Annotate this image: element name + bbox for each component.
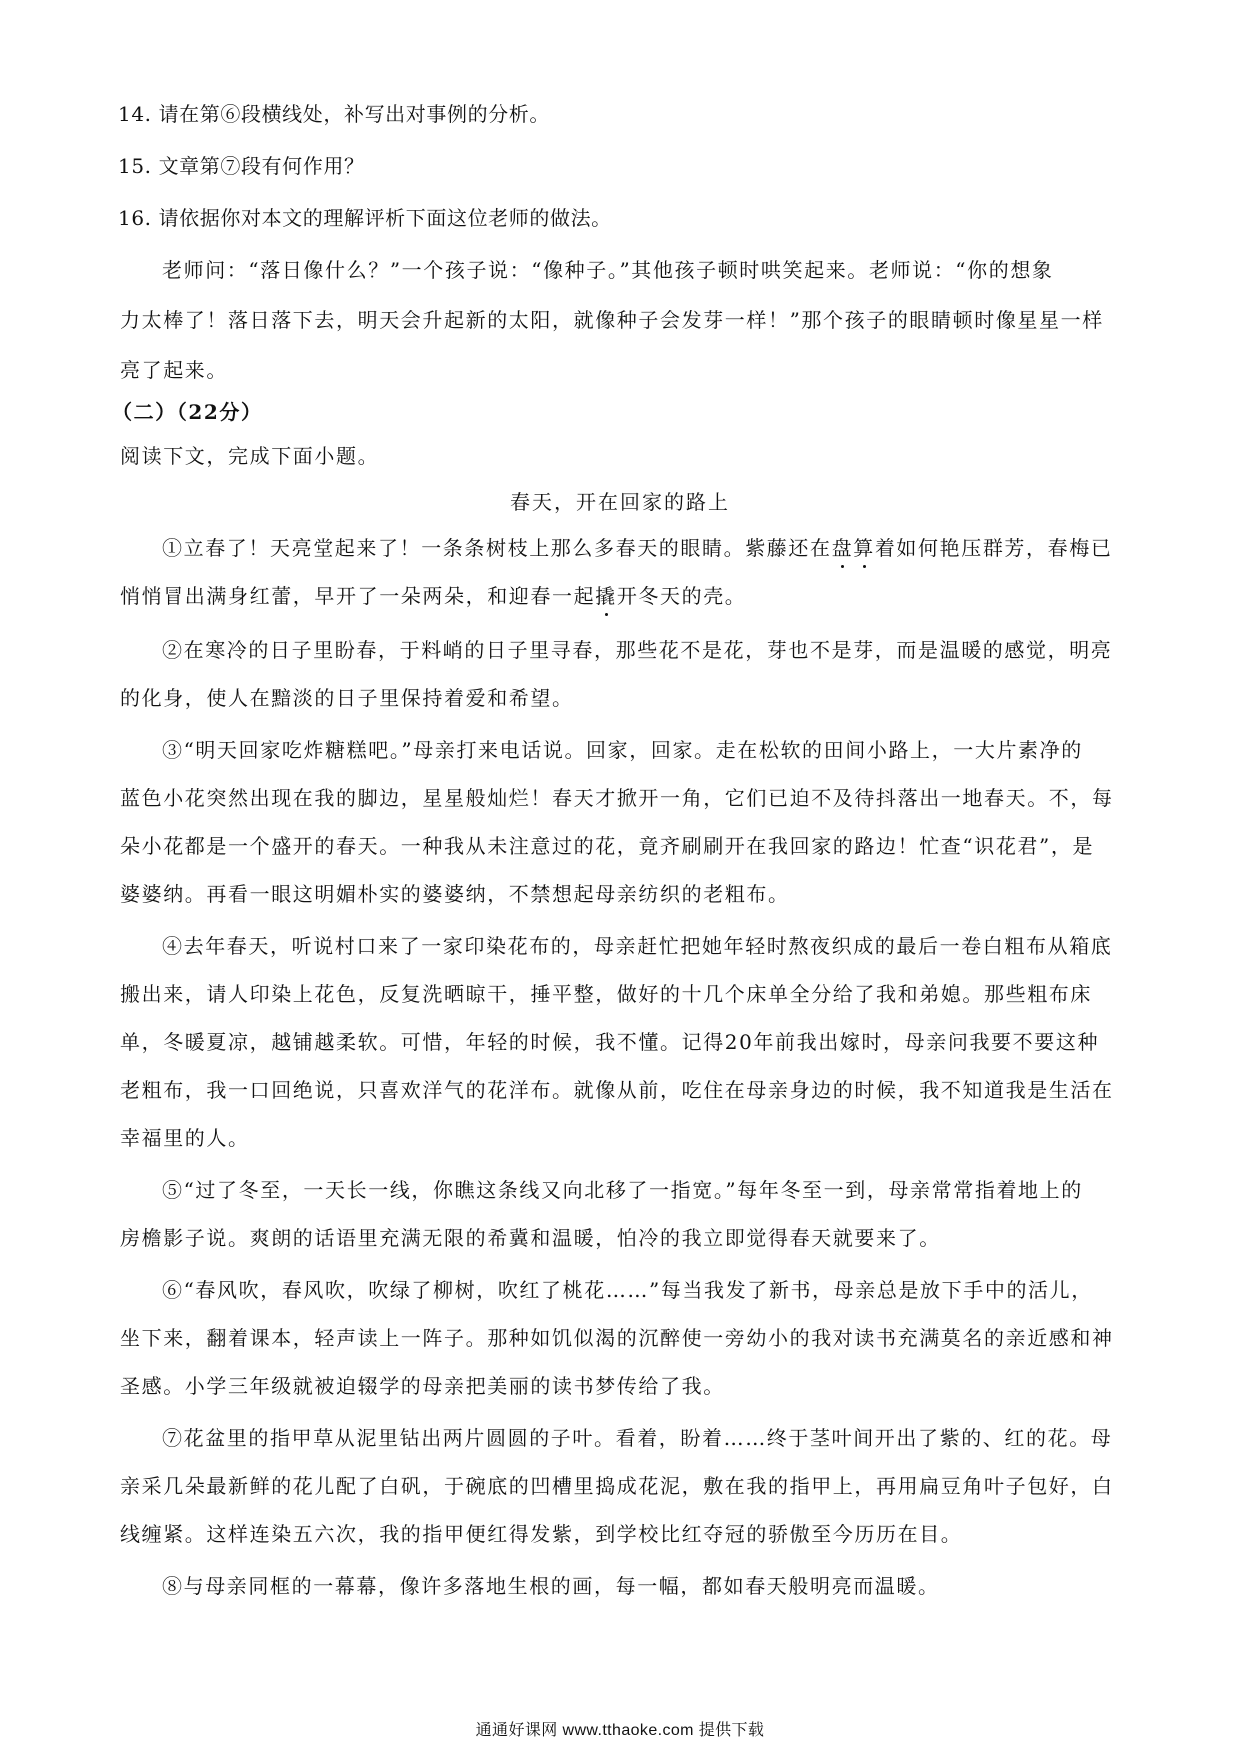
quote-line: 老师问：“落日像什么？”一个孩子说：“像种子。”其他孩子顿时哄笑起来。老师说：“你的想象 [162, 258, 1054, 282]
paragraph-4-line: 单，冬暖夏凉，越铺越柔软。可惜，年轻的时候，我不懂。记得20年前我出嫁时，母亲问我要不要这种 [120, 1030, 1100, 1054]
quote-line: 亮了起来。 [120, 358, 228, 382]
paragraph-6-line: ⑥“春风吹，春风吹，吹绿了柳树，吹红了桃花……”每当我发了新书，母亲总是放下手中的活儿， [162, 1278, 1093, 1302]
paragraph-2-line: ②在寒冷的日子里盼春，于料峭的日子里寻春，那些花不是花，芽也不是芽，而是温暖的感觉，明亮 [162, 638, 1113, 662]
article-title: 春天，开在回家的路上 [510, 490, 730, 514]
paragraph-3-line: ③“明天回家吃炸糖糕吧。”母亲打来电话说。回家，回家。走在松软的田间小路上，一大片素净的 [162, 738, 1083, 762]
quote-line: 力太棒了！落日落下去，明天会升起新的太阳，就像种子会发芽一样！”那个孩子的眼睛顿时像星星一样 [120, 308, 1104, 332]
paragraph-4-line: 幸福里的人。 [120, 1126, 250, 1150]
paragraph-6-line: 圣感。小学三年级就被迫辍学的母亲把美丽的读书梦传给了我。 [120, 1374, 725, 1398]
section-heading: （二）（22分） [112, 400, 263, 424]
paragraph-3-line: 蓝色小花突然出现在我的脚边，星星般灿烂！春天才掀开一角，它们已迫不及待抖落出一地春天。不，每 [120, 786, 1114, 810]
paragraph-1-line: 悄悄冒出满身红蕾，早开了一朵两朵，和迎春一起撬开冬天的壳。 [120, 584, 747, 608]
paragraph-7-line: 线缠紧。这样连染五六次，我的指甲便红得发紫，到学校比红夺冠的骄傲至今历历在目。 [120, 1522, 963, 1546]
paragraph-7-line: ⑦花盆里的指甲草从泥里钻出两片圆圆的子叶。看着，盼着……终于茎叶间开出了紫的、红的花。母 [162, 1426, 1113, 1450]
footer-source: 通通好课网 www.tthaoke.com 提供下载 [475, 1722, 765, 1739]
section-instruction: 阅读下文，完成下面小题。 [120, 444, 380, 468]
paragraph-3-line: 婆婆纳。再看一眼这明媚朴实的婆婆纳，不禁想起母亲纺织的老粗布。 [120, 882, 790, 906]
paragraph-4-line: 老粗布，我一口回绝说，只喜欢洋气的花洋布。就像从前，吃住在母亲身边的时候，我不知道我是生活在 [120, 1078, 1114, 1102]
paragraph-5-line: 房檐影子说。爽朗的话语里充满无限的希冀和温暖，怕冷的我立即觉得春天就要来了。 [120, 1226, 941, 1250]
question-14: 14. 请在第⑥段横线处，补写出对事例的分析。 [118, 102, 550, 126]
paragraph-8-line: ⑧与母亲同框的一幕幕，像许多落地生根的画，每一幅，都如春天般明亮而温暖。 [162, 1574, 940, 1598]
question-16: 16. 请依据你对本文的理解评析下面这位老师的做法。 [118, 206, 612, 230]
paragraph-5-line: ⑤“过了冬至，一天长一线，你瞧这条线又向北移了一指宽。”每年冬至一到，母亲常常指着地上的 [162, 1178, 1083, 1202]
question-15: 15. 文章第⑦段有何作用？ [118, 154, 365, 178]
paragraph-4-line: ④去年春天，听说村口来了一家印染花布的，母亲赶忙把她年轻时熬夜织成的最后一卷白粗布从箱底 [162, 934, 1113, 958]
paragraph-3-line: 朵小花都是一个盛开的春天。一种我从未注意过的花，竟齐刷刷开在我回家的路边！忙查“识花君”，是 [120, 834, 1095, 858]
paragraph-6-line: 坐下来，翻着课本，轻声读上一阵子。那种如饥似渴的沉醉使一旁幼小的我对读书充满莫名的亲近感和神 [120, 1326, 1114, 1350]
paragraph-7-line: 亲采几朵最新鲜的花儿配了白矾，于碗底的凹槽里捣成花泥，敷在我的指甲上，再用扁豆角叶子包好，白 [120, 1474, 1114, 1498]
paragraph-4-line: 搬出来，请人印染上花色，反复洗晒晾干，捶平整，做好的十几个床单全分给了我和弟媳。那些粗布床 [120, 982, 1092, 1006]
paragraph-2-line: 的化身，使人在黯淡的日子里保持着爱和希望。 [120, 686, 574, 710]
paragraph-1-line: ①立春了！天亮堂起来了！一条条树枝上那么多春天的眼睛。紫藤还在盘算着如何艳压群芳，春梅已 [162, 536, 1113, 560]
